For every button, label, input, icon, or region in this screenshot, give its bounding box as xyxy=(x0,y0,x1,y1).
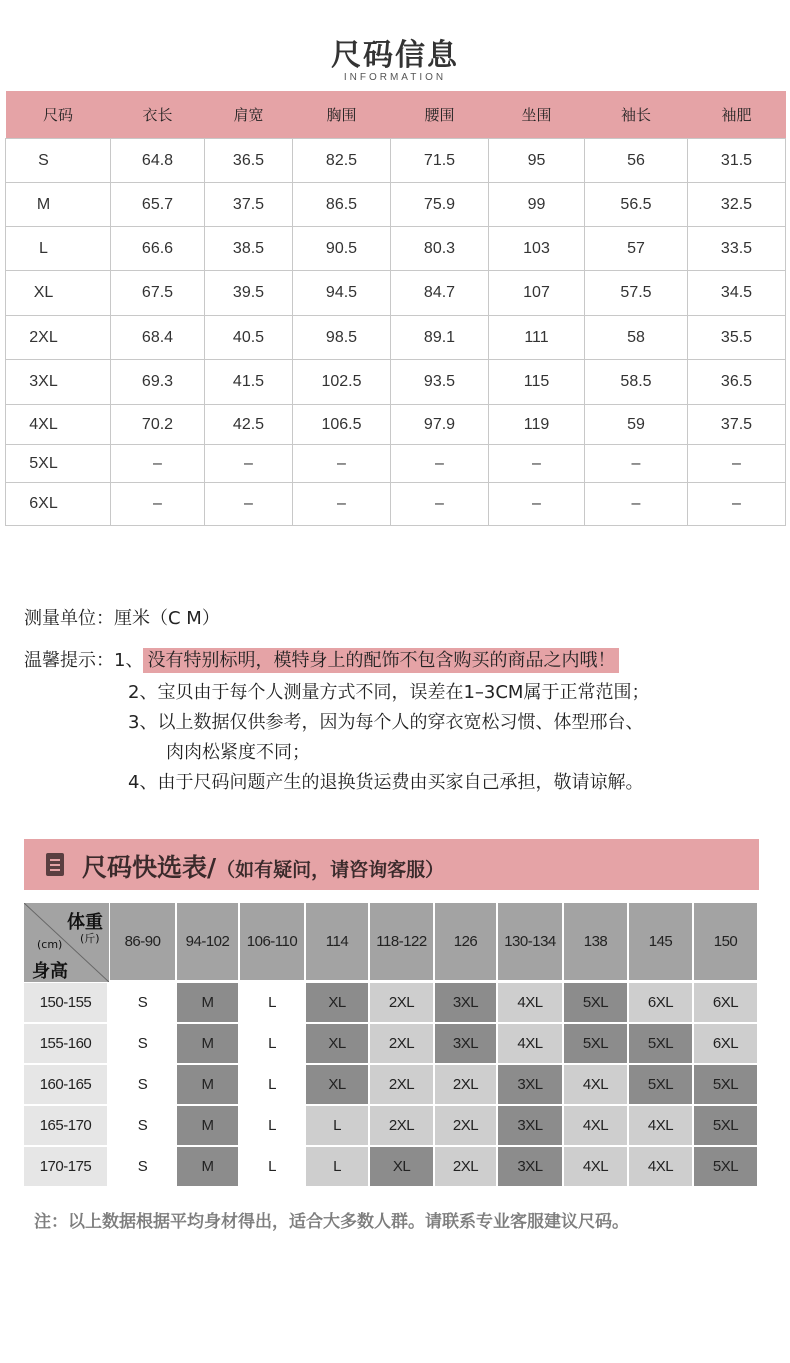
measurement-cell: 107 xyxy=(489,271,585,316)
size-label-cell: 4XL xyxy=(6,405,111,445)
table-row xyxy=(6,405,786,445)
measurement-cell: 82.5 xyxy=(293,139,391,183)
table-row xyxy=(6,139,786,183)
measurement-cell: 75.9 xyxy=(391,183,489,227)
measurement-cell: 36.5 xyxy=(688,360,786,405)
size-label-cell: 3XL xyxy=(6,360,111,405)
measurement-cell: 35.5 xyxy=(688,316,786,360)
measurement-cell: – xyxy=(111,483,205,526)
tip-1-number: 1、 xyxy=(114,650,144,671)
size-label-cell: L xyxy=(6,227,111,271)
size-cell: 3XL xyxy=(498,1106,562,1145)
height-header: 155-160 xyxy=(24,1024,107,1063)
measurement-cell: 70.2 xyxy=(111,405,205,445)
measurement-cell: 31.5 xyxy=(688,139,786,183)
measurement-cell: 58 xyxy=(585,316,688,360)
tip-line-3: 3、以上数据仅供参考，因为每个人的穿衣宽松习惯、体型邢台、 xyxy=(128,712,644,733)
measurement-cell: 34.5 xyxy=(688,271,786,316)
size-cell: S xyxy=(110,1147,175,1186)
size-cell: 5XL xyxy=(629,1024,692,1063)
measurement-cell: 84.7 xyxy=(391,271,489,316)
size-cell: M xyxy=(177,1106,238,1145)
measurement-cell: – xyxy=(391,445,489,483)
table-row xyxy=(6,483,786,526)
weight-header: 150 xyxy=(694,903,757,980)
size-cell: 5XL xyxy=(564,1024,627,1063)
size-cell: L xyxy=(306,1147,368,1186)
weight-header: 94-102 xyxy=(177,903,238,980)
weight-header: 145 xyxy=(629,903,692,980)
table-row xyxy=(6,316,786,360)
measurement-cell: 93.5 xyxy=(391,360,489,405)
tip-line-3-cont: 肉肉松紧度不同； xyxy=(166,742,310,763)
weight-header: 138 xyxy=(564,903,627,980)
size-cell: L xyxy=(240,1106,304,1145)
measurement-cell: 95 xyxy=(489,139,585,183)
size-cell: 6XL xyxy=(694,983,757,1022)
table-row xyxy=(6,183,786,227)
size-cell: 5XL xyxy=(694,1147,757,1186)
height-label: 身高 xyxy=(32,961,68,982)
size-label-cell: M xyxy=(6,183,111,227)
size-cell: 2XL xyxy=(370,1065,433,1104)
height-header: 160-165 xyxy=(24,1065,107,1104)
height-header: 150-155 xyxy=(24,983,107,1022)
size-table-header xyxy=(6,91,786,139)
size-cell: 2XL xyxy=(370,983,433,1022)
size-label-cell: 2XL xyxy=(6,316,111,360)
size-cell: M xyxy=(177,1065,238,1104)
size-cell: L xyxy=(240,1147,304,1186)
measurement-cell: 111 xyxy=(489,316,585,360)
size-cell: S xyxy=(110,983,175,1022)
size-cell: L xyxy=(240,1065,304,1104)
size-cell: L xyxy=(240,1024,304,1063)
table-row xyxy=(6,445,786,483)
unit-label: 测量单位： xyxy=(24,608,114,629)
quick-select-subtitle: （如有疑问，请咨询客服） xyxy=(216,859,445,881)
table-row xyxy=(6,271,786,316)
measurement-cell: 94.5 xyxy=(293,271,391,316)
size-cell: 2XL xyxy=(370,1024,433,1063)
column-header: 衣长 xyxy=(111,91,205,139)
measurement-cell: 66.6 xyxy=(111,227,205,271)
size-cell: S xyxy=(110,1106,175,1145)
measurement-cell: 37.5 xyxy=(205,183,293,227)
measurement-cell: 32.5 xyxy=(688,183,786,227)
table-row xyxy=(6,227,786,271)
quick-select-title-text: 尺码快选表/ xyxy=(82,853,217,882)
column-header: 肩宽 xyxy=(205,91,293,139)
measurement-cell: 56.5 xyxy=(585,183,688,227)
measurement-cell: – xyxy=(489,483,585,526)
measurement-cell: – xyxy=(489,445,585,483)
weight-header: 126 xyxy=(435,903,496,980)
measurement-cell: 103 xyxy=(489,227,585,271)
weight-unit: (斤) xyxy=(80,932,100,945)
tip-line-1 xyxy=(24,646,619,672)
size-cell: M xyxy=(177,1147,238,1186)
size-cell: 5XL xyxy=(629,1065,692,1104)
height-header: 170-175 xyxy=(24,1147,107,1186)
size-cell: 3XL xyxy=(435,1024,496,1063)
tip-line-4: 4、由于尺码问题产生的退换货运费由买家自己承担，敬请谅解。 xyxy=(128,772,644,793)
column-header: 袖肥 xyxy=(688,91,786,139)
size-cell: XL xyxy=(306,1065,368,1104)
measurement-cell: 58.5 xyxy=(585,360,688,405)
size-cell: XL xyxy=(370,1147,433,1186)
quick-select-title xyxy=(82,848,444,884)
measurement-cell: 68.4 xyxy=(111,316,205,360)
size-cell: L xyxy=(306,1106,368,1145)
size-cell: 6XL xyxy=(694,1024,757,1063)
weight-header: 130-134 xyxy=(498,903,562,980)
size-cell: 4XL xyxy=(629,1106,692,1145)
measurement-cell: 38.5 xyxy=(205,227,293,271)
measurement-cell: 71.5 xyxy=(391,139,489,183)
size-table xyxy=(5,91,786,526)
column-header: 腰围 xyxy=(391,91,489,139)
measurement-cell: 42.5 xyxy=(205,405,293,445)
table-row xyxy=(6,360,786,405)
size-label-cell: 5XL xyxy=(6,445,111,483)
measurement-cell: 33.5 xyxy=(688,227,786,271)
measurement-cell: 69.3 xyxy=(111,360,205,405)
grid-corner xyxy=(24,903,109,982)
size-cell: 5XL xyxy=(694,1106,757,1145)
size-cell: M xyxy=(177,1024,238,1063)
measurement-cell: 115 xyxy=(489,360,585,405)
size-cell: 4XL xyxy=(498,983,562,1022)
column-header: 坐围 xyxy=(489,91,585,139)
tip-1-highlight: 没有特别标明，模特身上的配饰不包含购买的商品之内哦！ xyxy=(143,648,619,673)
column-header: 胸围 xyxy=(293,91,391,139)
measurement-cell: – xyxy=(688,445,786,483)
size-cell: L xyxy=(240,983,304,1022)
measurement-cell: 86.5 xyxy=(293,183,391,227)
measurement-cell: 59 xyxy=(585,405,688,445)
measurement-cell: – xyxy=(205,483,293,526)
measurement-cell: 97.9 xyxy=(391,405,489,445)
size-cell: 2XL xyxy=(370,1106,433,1145)
size-cell: S xyxy=(110,1065,175,1104)
measurement-cell: 119 xyxy=(489,405,585,445)
measurement-cell: 106.5 xyxy=(293,405,391,445)
size-cell: 2XL xyxy=(435,1106,496,1145)
measurement-cell: 65.7 xyxy=(111,183,205,227)
measurement-cell: 67.5 xyxy=(111,271,205,316)
weight-header: 114 xyxy=(306,903,368,980)
size-cell: 3XL xyxy=(498,1147,562,1186)
measurement-cell: 102.5 xyxy=(293,360,391,405)
size-cell: 2XL xyxy=(435,1065,496,1104)
measurement-cell: 40.5 xyxy=(205,316,293,360)
size-cell: S xyxy=(110,1024,175,1063)
size-cell: 4XL xyxy=(564,1106,627,1145)
size-label-cell: XL xyxy=(6,271,111,316)
size-cell: 4XL xyxy=(629,1147,692,1186)
measurement-cell: – xyxy=(293,445,391,483)
unit-line xyxy=(24,604,220,630)
size-cell: 5XL xyxy=(694,1065,757,1104)
quick-select-grid xyxy=(24,903,758,1187)
footer-note: 注：以上数据根据平均身材得出，适合大多数人群。请联系专业客服建议尺码。 xyxy=(34,1212,629,1232)
measurement-cell: – xyxy=(111,445,205,483)
measurement-cell: 39.5 xyxy=(205,271,293,316)
weight-label: 体重 xyxy=(67,912,103,933)
tip-line-2: 2、宝贝由于每个人测量方式不同，误差在1–3CM属于正常范围； xyxy=(128,682,650,703)
measurement-cell: – xyxy=(293,483,391,526)
size-cell: 6XL xyxy=(629,983,692,1022)
measurement-cell: 57 xyxy=(585,227,688,271)
measurement-cell: – xyxy=(585,445,688,483)
weight-header: 118-122 xyxy=(370,903,433,980)
document-icon xyxy=(46,853,64,876)
size-label-cell: 6XL xyxy=(6,483,111,526)
size-table-body xyxy=(6,139,786,526)
unit-value: 厘米（C M） xyxy=(114,608,220,629)
column-header: 尺码 xyxy=(6,91,111,139)
size-cell: M xyxy=(177,983,238,1022)
height-header: 165-170 xyxy=(24,1106,107,1145)
weight-header: 86-90 xyxy=(110,903,175,980)
measurement-cell: 90.5 xyxy=(293,227,391,271)
size-cell: 3XL xyxy=(498,1065,562,1104)
size-label-cell: S xyxy=(6,139,111,183)
measurement-cell: 37.5 xyxy=(688,405,786,445)
measurement-cell: 99 xyxy=(489,183,585,227)
page-title: 尺码信息 xyxy=(331,38,459,73)
size-cell: 4XL xyxy=(564,1147,627,1186)
measurement-cell: 41.5 xyxy=(205,360,293,405)
column-header: 袖长 xyxy=(585,91,688,139)
measurement-cell: – xyxy=(585,483,688,526)
size-cell: 4XL xyxy=(498,1024,562,1063)
quick-select-banner xyxy=(24,839,759,890)
size-cell: 3XL xyxy=(435,983,496,1022)
measurement-cell: 89.1 xyxy=(391,316,489,360)
tips-label: 温馨提示： xyxy=(24,650,114,671)
measurement-cell: 56 xyxy=(585,139,688,183)
measurement-cell: 36.5 xyxy=(205,139,293,183)
measurement-cell: – xyxy=(688,483,786,526)
measurement-cell: – xyxy=(391,483,489,526)
measurement-cell: – xyxy=(205,445,293,483)
measurement-cell: 57.5 xyxy=(585,271,688,316)
size-cell: XL xyxy=(306,1024,368,1063)
measurement-cell: 98.5 xyxy=(293,316,391,360)
size-cell: XL xyxy=(306,983,368,1022)
size-cell: 5XL xyxy=(564,983,627,1022)
size-cell: 2XL xyxy=(435,1147,496,1186)
weight-header: 106-110 xyxy=(240,903,304,980)
size-cell: 4XL xyxy=(564,1065,627,1104)
measurement-cell: 80.3 xyxy=(391,227,489,271)
measurement-cell: 64.8 xyxy=(111,139,205,183)
height-unit: (cm) xyxy=(37,938,63,951)
page-subtitle: INFORMATION xyxy=(343,72,447,83)
